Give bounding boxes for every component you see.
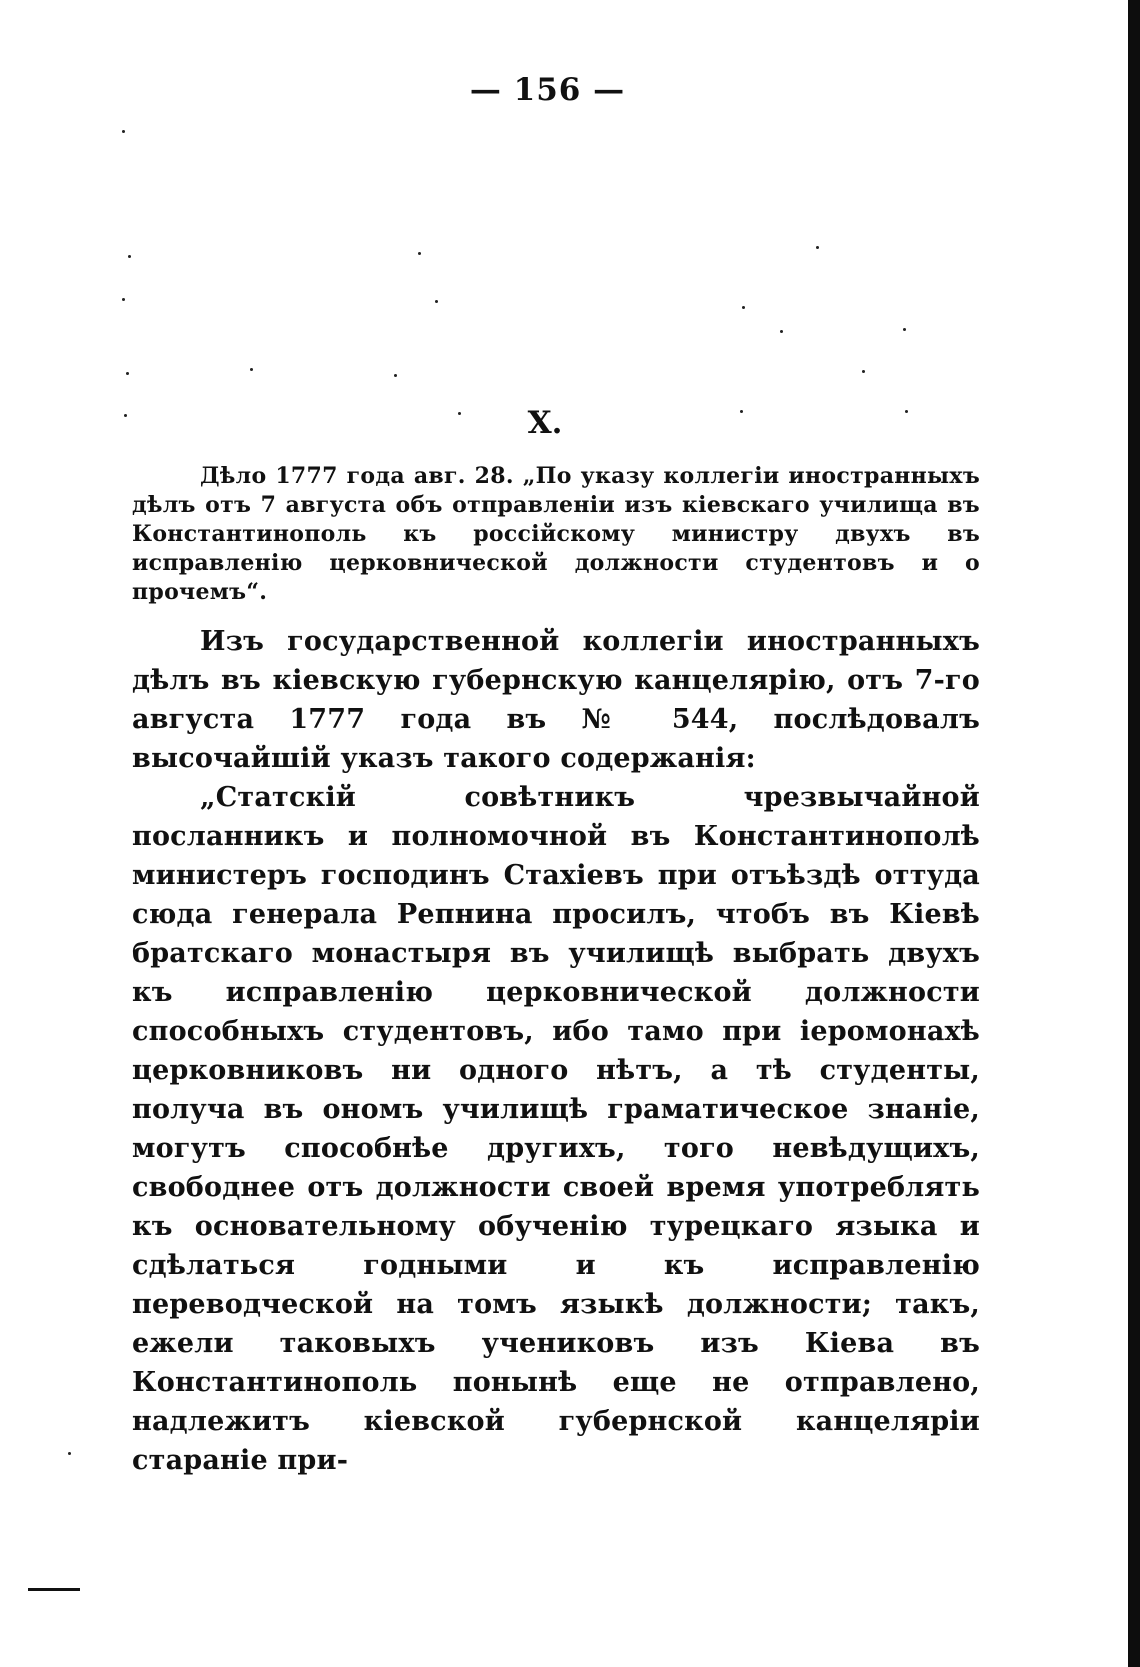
document-body <box>132 622 980 1480</box>
scan-speck <box>780 330 783 333</box>
scan-speck <box>435 300 438 303</box>
scan-speck <box>128 255 131 258</box>
scan-speck <box>394 374 397 377</box>
scan-speck <box>126 372 129 375</box>
scan-speck <box>122 130 125 133</box>
scan-speck <box>418 252 421 255</box>
scan-speck <box>68 1452 71 1455</box>
document-summary <box>132 462 980 607</box>
margin-mark <box>28 1588 80 1591</box>
scan-speck <box>122 298 125 301</box>
summary-text: Дѣло 1777 года авг. 28. „По указу коллегіи иностранныхъ дѣлъ отъ 7 августа объ отправленіи изъ кіевскаго училища въ Константинополь къ россійскому министру двухъ въ исправленію церковнической должности студентовъ и о прочемъ“. <box>132 463 980 605</box>
body-paragraph-1: Изъ государственной коллегіи иностранныхъ дѣлъ въ кіевскую губернскую канцелярію, отъ 7-го августа 1777 года въ № 544, послѣдовалъ высочайшій указъ такого содержанія: <box>132 626 980 774</box>
scan-speck <box>742 306 745 309</box>
scan-speck <box>816 246 819 249</box>
section-heading: X. <box>527 405 563 441</box>
page-number: — 156 — <box>469 72 626 108</box>
scan-speck <box>862 370 865 373</box>
scan-speck <box>903 328 906 331</box>
body-paragraph-2: „Статскій совѣтникъ чрезвычайной посланникъ и полномочной въ Константинополѣ министеръ господинъ Стахіевъ при отъѣздѣ оттуда сюда генерала Репнина просилъ, чтобъ въ Кіевѣ братскаго монастыря въ училищѣ выбрать двухъ къ исправленію церковнической должности способныхъ студентовъ, ибо тамо при іеромонахѣ церковниковъ ни одного нѣтъ, а тѣ студенты, получа въ ономъ училищѣ граматическое знаніе, могутъ способнѣе другихъ, того невѣдущихъ, свободнее отъ должности своей время употреблять къ основательному обученію турецкаго языка и сдѣлаться годными и къ исправленію переводческой на томъ языкѣ должности; такъ, ежели таковыхъ учениковъ изъ Кіева въ Константинополь понынѣ еще не отправлено, надлежитъ кіевской губернской канцеляріи стараніе при- <box>132 782 980 1476</box>
scan-edge-border <box>1128 0 1140 1667</box>
scan-speck <box>250 368 253 371</box>
